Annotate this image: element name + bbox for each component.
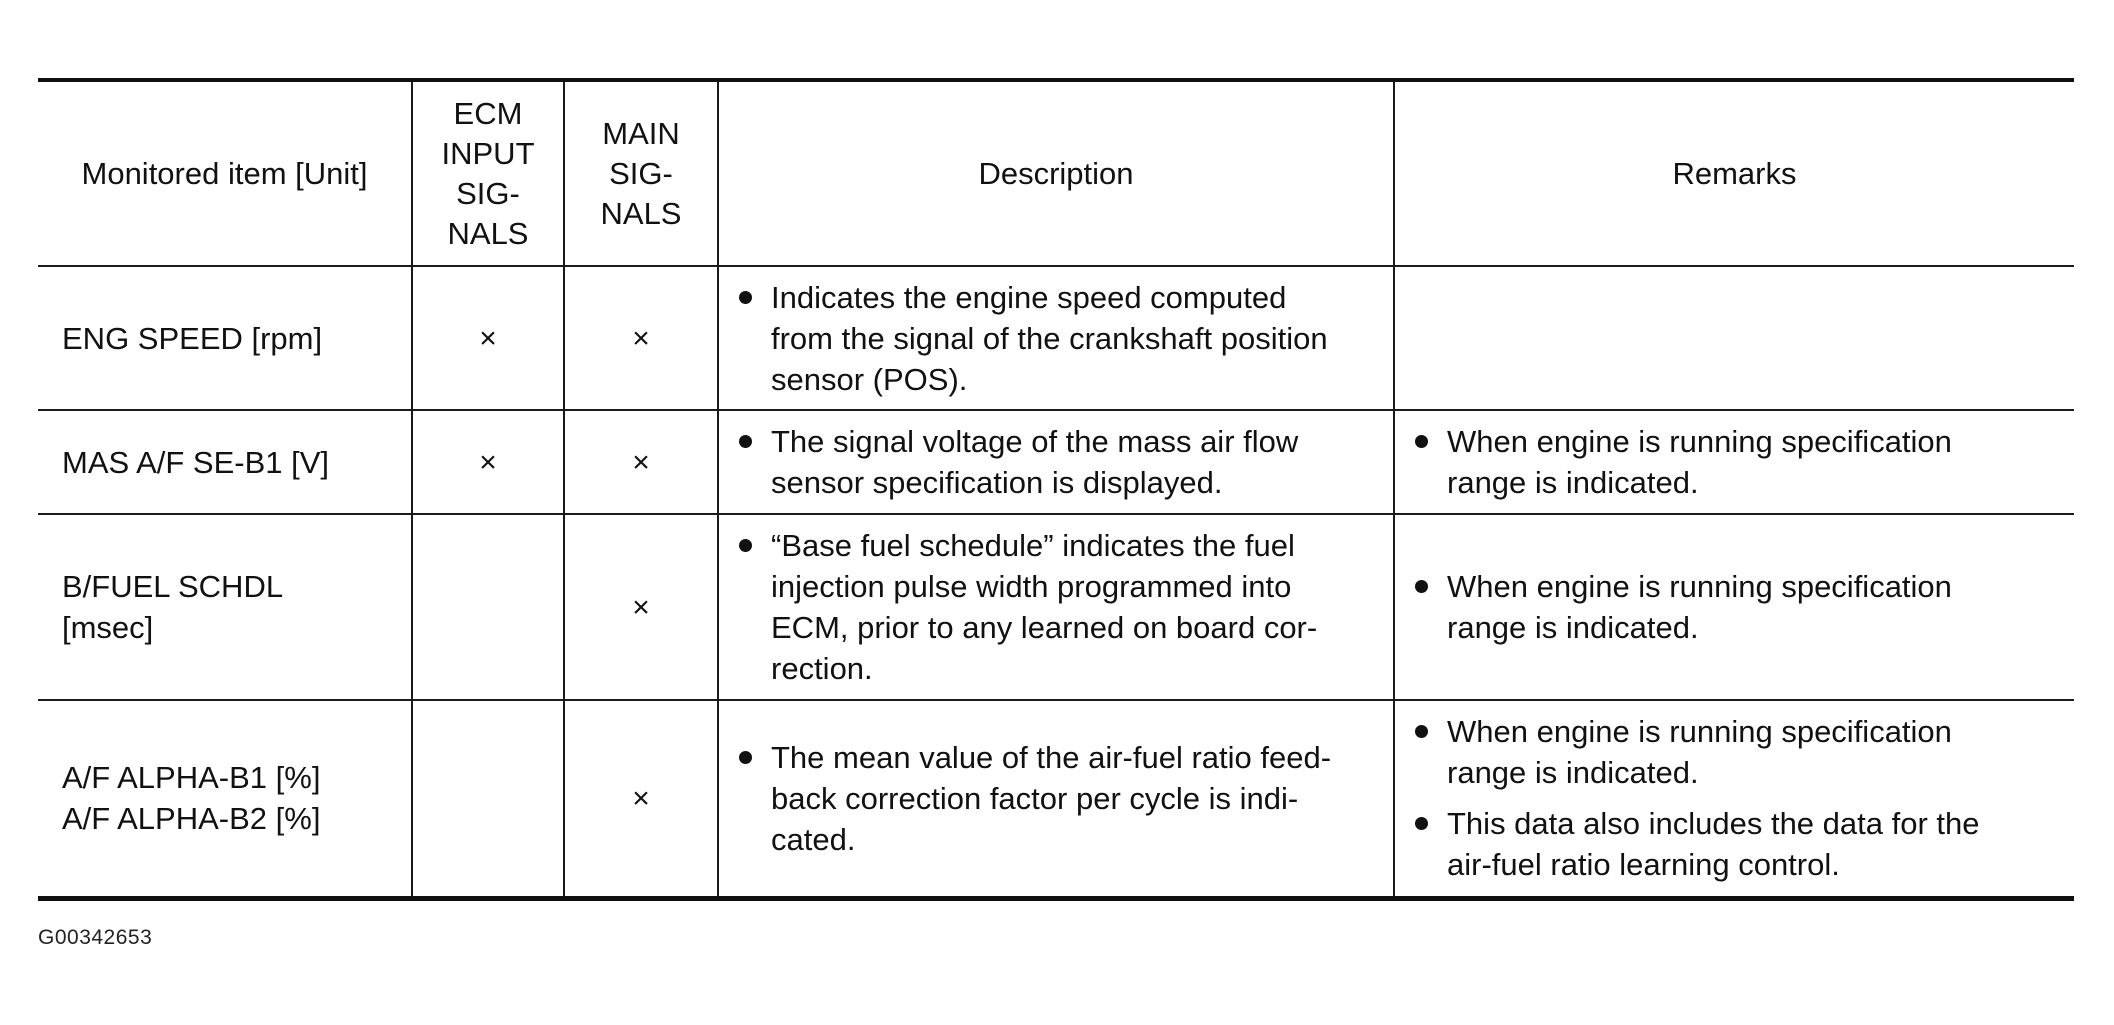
- remarks-cell: [1394, 266, 2074, 410]
- text-line: air-fuel ratio learning control.: [1447, 847, 1840, 883]
- header-line: SIG-: [609, 155, 673, 191]
- ecm-input-mark: [412, 700, 564, 898]
- text-line: injection pulse width programmed into: [771, 569, 1292, 604]
- table-row: [38, 514, 2074, 700]
- header-line: NALS: [600, 195, 682, 231]
- remarks-list: [1413, 566, 2062, 648]
- monitored-item-cell: [38, 410, 412, 514]
- text-line: sensor specification is displayed.: [771, 465, 1223, 500]
- remarks-list: [1413, 711, 2062, 885]
- description-list: [737, 421, 1381, 503]
- header-main-signals: [564, 80, 718, 266]
- text-line: rection.: [771, 651, 873, 686]
- bullet-icon: [1415, 580, 1428, 593]
- text-line: sensor (POS).: [771, 361, 968, 397]
- header-line: SIG-: [456, 175, 520, 211]
- header-monitored-item: Monitored item [Unit]: [38, 80, 412, 266]
- description-list: [737, 737, 1381, 860]
- header-line: NALS: [447, 215, 529, 251]
- monitored-item-label: [msec]: [62, 610, 154, 645]
- text-line: cated.: [771, 821, 856, 857]
- text-line: When engine is running specification: [1447, 424, 1952, 459]
- table-row: [38, 700, 2074, 898]
- ecm-input-mark: ×: [412, 266, 564, 410]
- monitored-item-cell: [38, 514, 412, 700]
- text-line: The mean value of the air-fuel ratio feed-: [771, 739, 1332, 775]
- bullet-icon: [739, 291, 752, 304]
- text-line: from the signal of the crankshaft position: [771, 320, 1328, 356]
- header-row: [38, 80, 2074, 266]
- header-line: INPUT: [441, 135, 535, 171]
- table-row: [38, 410, 2074, 514]
- remarks-cell: [1394, 410, 2074, 514]
- text-line: The signal voltage of the mass air flow: [771, 424, 1299, 459]
- remarks-list: [1413, 421, 2062, 503]
- description-list: [737, 277, 1381, 400]
- header-line: ECM: [453, 95, 523, 131]
- text-line: back correction factor per cycle is indi-: [771, 780, 1299, 816]
- monitored-item-label: ENG SPEED [rpm]: [62, 320, 323, 356]
- monitored-item-label: A/F ALPHA-B1 [%]: [62, 760, 321, 796]
- remarks-cell: [1394, 514, 2074, 700]
- bullet-icon: [739, 435, 752, 448]
- description-cell: [718, 410, 1394, 514]
- main-signal-mark: ×: [564, 410, 718, 514]
- ecm-input-mark: [412, 514, 564, 700]
- description-cell: [718, 700, 1394, 898]
- text-line: This data also includes the data for the: [1447, 806, 1980, 842]
- text-line: range is indicated.: [1447, 465, 1699, 500]
- monitored-items-table: [38, 78, 2074, 901]
- bullet-item: [1413, 803, 2062, 885]
- main-signal-mark: ×: [564, 514, 718, 700]
- ecm-input-mark: ×: [412, 410, 564, 514]
- header-ecm-input-signals: [412, 80, 564, 266]
- table-body: [38, 266, 2074, 898]
- bullet-icon: [1415, 435, 1428, 448]
- bullet-item: [737, 421, 1381, 503]
- bullet-item: [737, 737, 1381, 860]
- text-line: When engine is running specification: [1447, 569, 1952, 604]
- bullet-item: [737, 277, 1381, 400]
- bullet-item: [1413, 421, 2062, 503]
- header-remarks: Remarks: [1394, 80, 2074, 266]
- main-signal-mark: ×: [564, 700, 718, 898]
- description-cell: [718, 266, 1394, 410]
- text-line: ECM, prior to any learned on board cor-: [771, 610, 1318, 645]
- monitored-item-cell: [38, 700, 412, 898]
- bullet-item: [1413, 566, 2062, 648]
- monitored-item-label: B/FUEL SCHDL: [62, 569, 284, 604]
- description-list: [737, 525, 1381, 689]
- text-line: range is indicated.: [1447, 610, 1699, 645]
- monitored-item-label: A/F ALPHA-B2 [%]: [62, 801, 321, 837]
- bullet-item: [737, 525, 1381, 689]
- bullet-icon: [739, 751, 752, 764]
- bullet-icon: [1415, 725, 1428, 738]
- description-cell: [718, 514, 1394, 700]
- bullet-icon: [739, 539, 752, 552]
- monitored-item-label: MAS A/F SE-B1 [V]: [62, 444, 330, 480]
- text-line: “Base fuel schedule” indicates the fuel: [771, 528, 1295, 563]
- header-description: Description: [718, 80, 1394, 266]
- remarks-cell: [1394, 700, 2074, 898]
- figure-code: G00342653: [38, 926, 153, 949]
- text-line: Indicates the engine speed computed: [771, 279, 1287, 315]
- monitored-item-cell: [38, 266, 412, 410]
- table-row: [38, 266, 2074, 410]
- bullet-item: [1413, 711, 2062, 793]
- text-line: range is indicated.: [1447, 755, 1699, 791]
- bullet-icon: [1415, 817, 1428, 830]
- header-line: MAIN: [602, 115, 680, 151]
- main-signal-mark: ×: [564, 266, 718, 410]
- text-line: When engine is running specification: [1447, 714, 1952, 750]
